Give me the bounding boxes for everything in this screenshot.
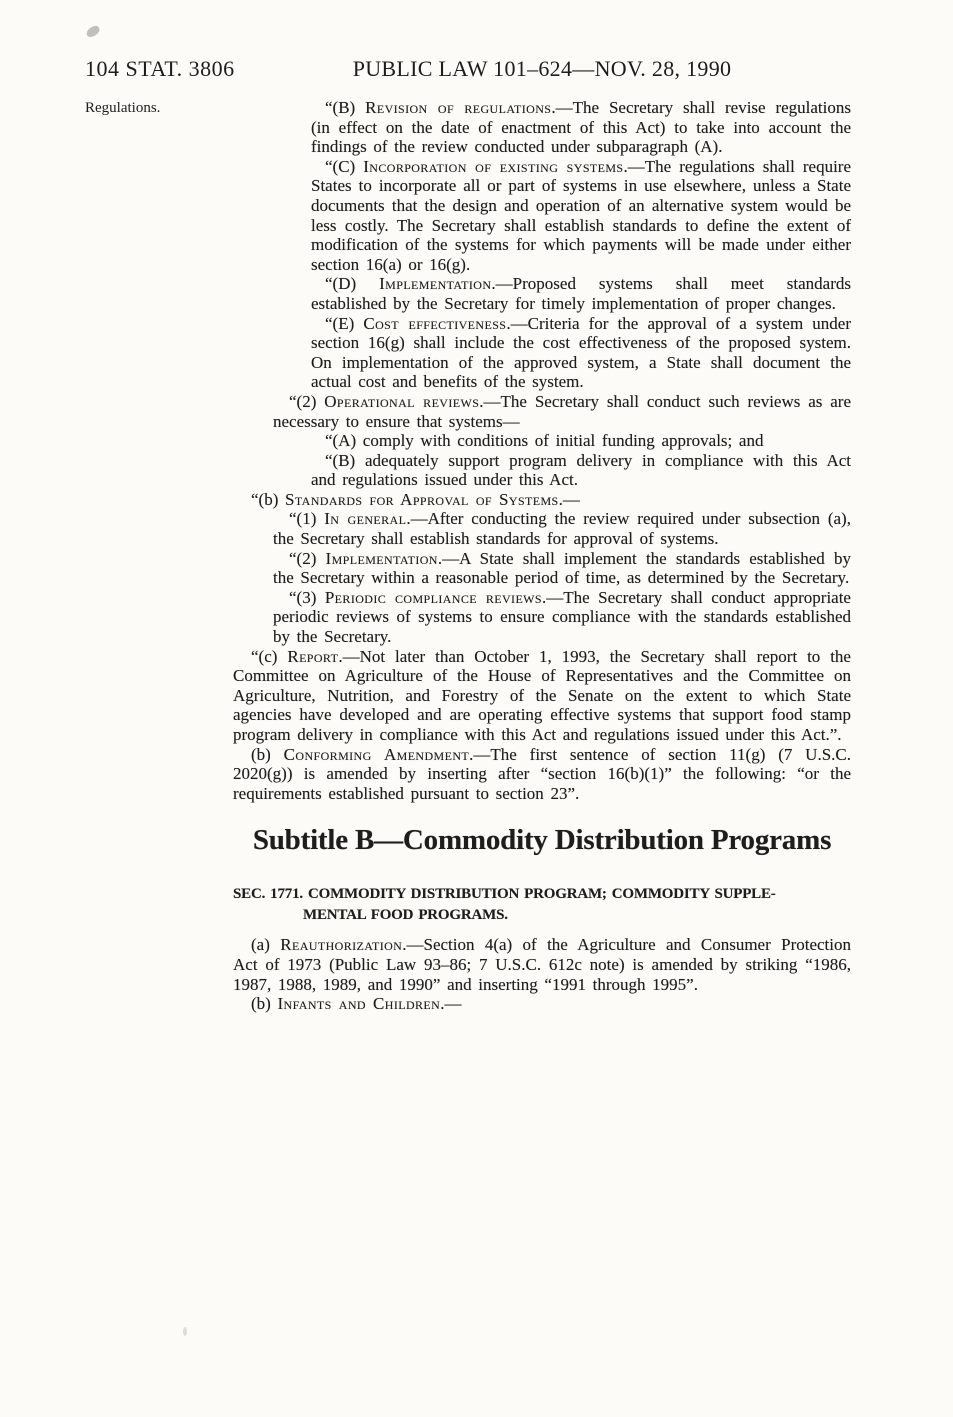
small-caps-heading: Report [287, 646, 339, 666]
text-run: “(C) [325, 156, 364, 176]
section-heading-line2: MENTAL FOOD PROGRAMS. [303, 907, 508, 924]
text-run: (b) [251, 744, 284, 764]
text-run: .— [558, 489, 580, 509]
text-run: (b) [251, 994, 278, 1014]
statute-paragraph [273, 588, 851, 647]
text-run: .— [440, 994, 462, 1014]
text-column [233, 98, 851, 1014]
text-run: “(2) [289, 391, 325, 411]
statute-paragraph [311, 451, 851, 490]
text-run: .—Proposed systems shall meet standards established by the Secretary for timely implementation of proper changes. [311, 274, 852, 313]
small-caps-heading: Implementation [325, 548, 438, 568]
small-caps-heading: Incorporation of existing systems [363, 156, 624, 176]
small-caps-heading: Standards for Approval of Systems [285, 489, 559, 509]
statute-paragraph [311, 274, 851, 313]
text-run: .—A State shall implement the standards established by the Secretary within a reasonable period of time, as determined by the Secretary. [273, 548, 851, 588]
statute-body-after [233, 935, 851, 1013]
small-caps-heading: Revision of regulations [365, 98, 552, 117]
statute-volume-page-label: 104 STAT. 3806 [85, 56, 235, 81]
public-law-running-head: PUBLIC LAW 101–624—NOV. 28, 1990 [352, 56, 732, 81]
statute-paragraph [233, 745, 851, 804]
small-caps-heading: Periodic compliance reviews [324, 587, 542, 607]
small-caps-heading: In general [324, 509, 407, 529]
text-run: .—Criteria for the approval of a system under section 16(g) shall include the cost effectiveness of the proposed system. On implementation of the approved system, a State shall document the actual cost and benefits of the system. [311, 313, 851, 392]
small-caps-heading: Conforming Amendment [283, 744, 470, 764]
text-run: “(B) adequately support program delivery in compliance with this Act and regulations issued under this Act. [311, 450, 851, 490]
statute-paragraph [273, 392, 851, 431]
subtitle-heading: Subtitle B—Commodity Distribution Programs [252, 824, 832, 857]
statute-paragraph [311, 157, 851, 275]
section-heading [233, 884, 851, 926]
margin-note-regulations: Regulations. [85, 100, 161, 116]
text-run: “(A) comply with conditions of initial funding approvals; and [325, 431, 764, 451]
small-caps-heading: Operational reviews [324, 391, 480, 411]
statute-paragraph [273, 549, 851, 588]
text-run: .—The regulations shall require States to incorporate all or part of systems in use elsewhere, unless a State documents that the design and operation of an alternative system would be less costly. The Secretary shall establish standards to define the extent of modification of the systems for which payments will be made under either section 16(a) or 16(g). [311, 156, 852, 274]
statute-paragraph [233, 490, 851, 510]
statute-paragraph [311, 431, 851, 451]
text-run: .—Not later than October 1, 1993, the Secretary shall report to the Committee on Agriculture of the House of Representatives and the Committee on Agriculture, Nutrition, and Forestry of the Senate on the extent to which State agencies have developed and are operating effective systems that support food stamp program delivery in compliance with this Act and regulations issued under this Act.”. [233, 646, 851, 744]
text-run: “(2) [289, 548, 326, 568]
statute-paragraph [233, 994, 851, 1014]
text-run: “(E) [325, 313, 364, 333]
text-run: .—The Secretary shall revise regulations (in effect on the date of enactment of this Act) to take into account the findings of the review conducted under subparagraph (A). [311, 98, 851, 157]
text-run: “(b) [251, 489, 286, 509]
text-run: “(3) [289, 587, 325, 607]
statute-paragraph [311, 98, 851, 157]
text-run: “(1) [289, 509, 325, 529]
statute-paragraph [273, 509, 851, 548]
statute-paragraph [233, 935, 851, 994]
text-run: .—The Secretary shall conduct appropriate periodic reviews of systems to ensure compliance with the standards established by the Secretary. [273, 587, 851, 647]
text-run: “(D) [325, 274, 380, 294]
statute-paragraph [311, 314, 851, 392]
text-run: “(c) [251, 646, 288, 666]
small-caps-heading: Infants and Children [277, 994, 441, 1014]
text-run: (a) [251, 935, 281, 955]
text-run: .—The first sentence of section 11(g) (7 U.S.C. 2020(g)) is amended by inserting after “section 16(b)(1)” the following: “or the requirements established pursuant to section 23”. [233, 744, 851, 803]
text-run: .—The Secretary shall conduct such reviews as are necessary to ensure that systems— [273, 391, 851, 431]
statute-paragraph [233, 647, 851, 745]
small-caps-heading: Implementation [379, 274, 492, 294]
small-caps-heading: Cost effectiveness [363, 313, 507, 333]
statute-body [233, 98, 851, 803]
text-run: “(B) [325, 98, 366, 117]
scan-speck-artifact [183, 1327, 187, 1336]
text-run: .—Section 4(a) of the Agriculture and Consumer Protection Act of 1973 (Public Law 93–86; 7 U.S.C. 612c note) is amended by striking “1986, 1987, 1988, 1989, and 1990” and inserting “1991 through 1995”. [233, 935, 851, 994]
small-caps-heading: Reauthorization [280, 935, 403, 955]
section-heading-line1: SEC. 1771. COMMODITY DISTRIBUTION PROGRAM; COMMODITY SUPPLE- [233, 886, 776, 903]
text-run: .—After conducting the review required under subsection (a), the Secretary shall establish standards for approval of systems. [273, 509, 851, 549]
scan-smudge-artifact [85, 24, 102, 39]
